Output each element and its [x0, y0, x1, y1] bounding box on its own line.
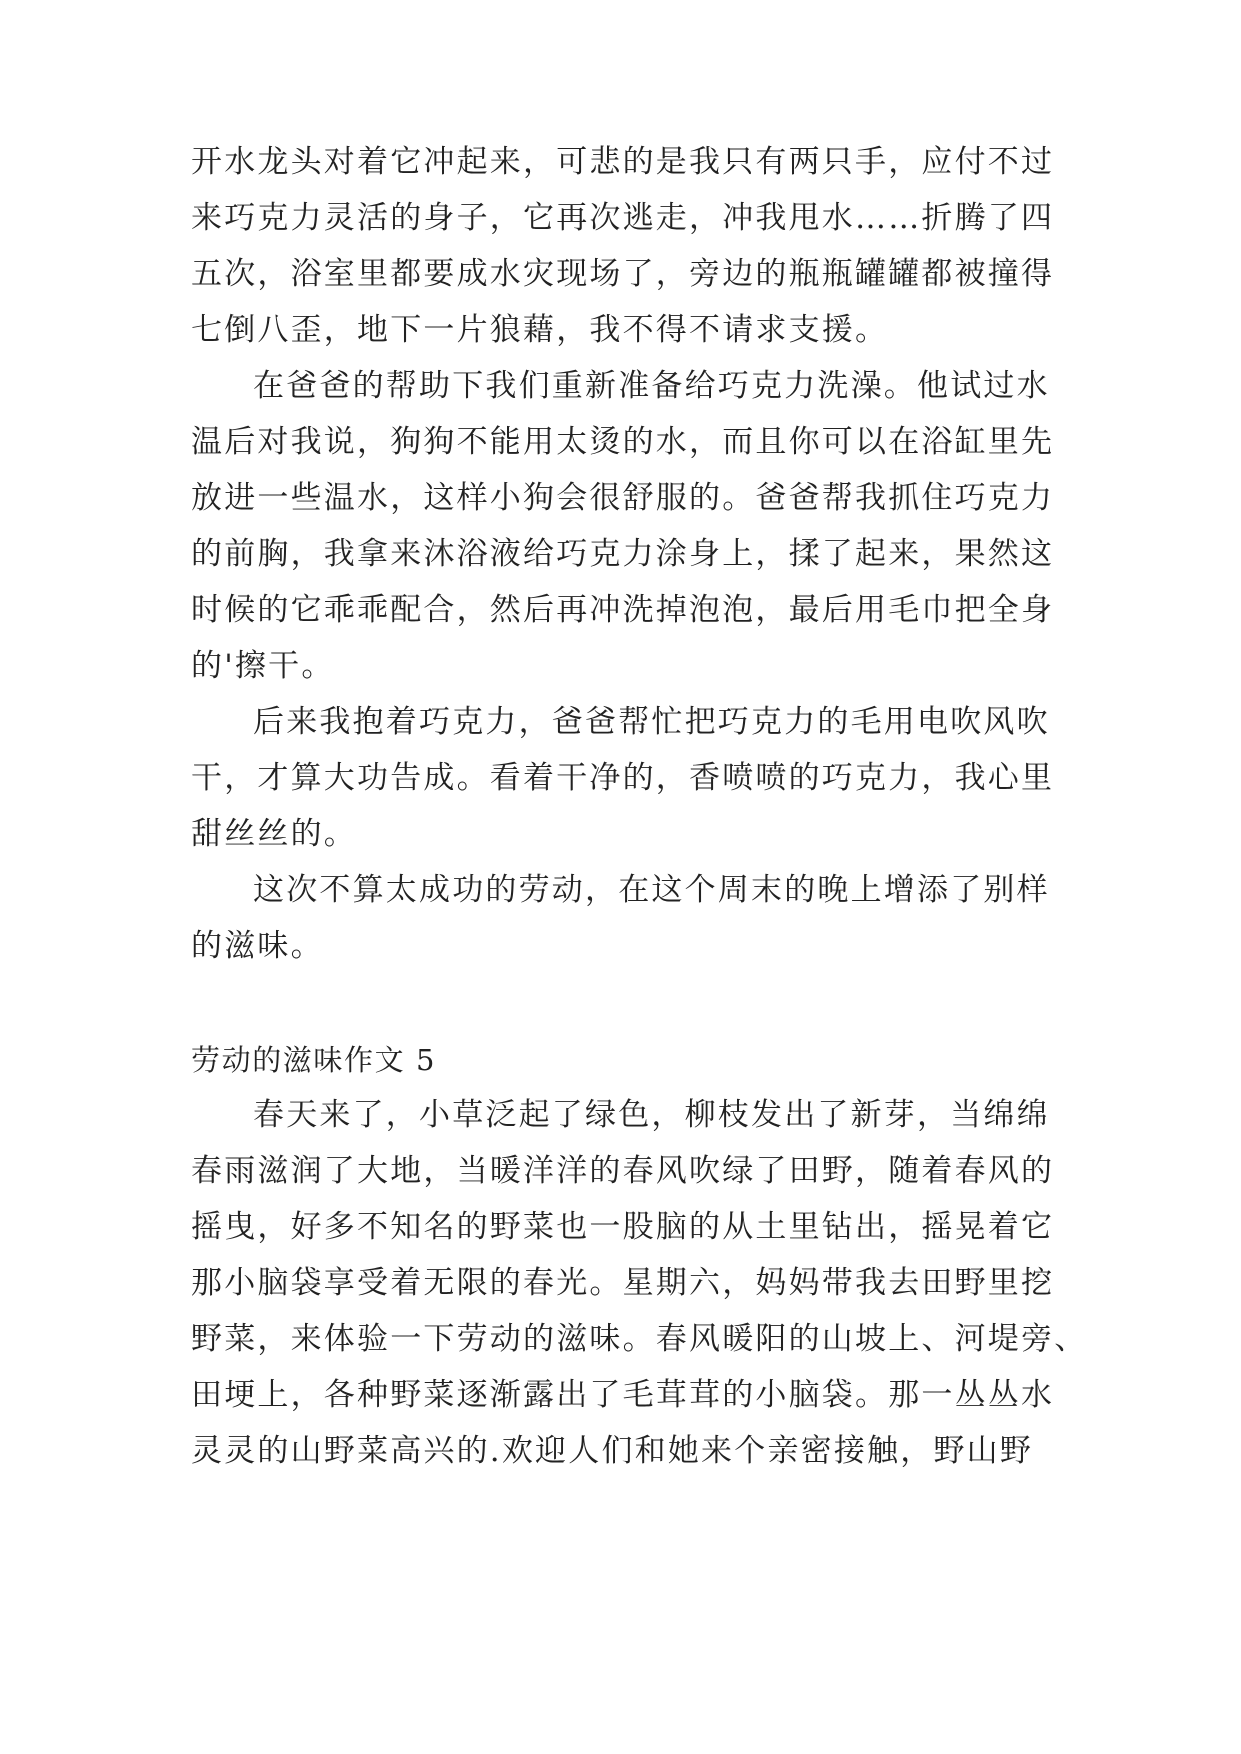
paragraph-5-line-5: 野菜，来体验一下劳动的滋味。春风暖阳的山坡上、河堤旁、 [191, 1321, 1088, 1357]
paragraph-2-line-3: 放进一些温水，这样小狗会很舒服的。爸爸帮我抓住巧克力 [191, 480, 1055, 516]
paragraph-3-line-3: 甜丝丝的。 [191, 816, 357, 852]
paragraph-2-line-6: 的'擦干。 [191, 648, 335, 684]
paragraph-4-line-1: 这次不算太成功的劳动，在这个周末的晚上增添了别样 [253, 872, 1050, 908]
paragraph-5-line-6: 田埂上，各种野菜逐渐露出了毛茸茸的小脑袋。那一丛丛水 [191, 1377, 1055, 1413]
paragraph-3-line-1: 后来我抱着巧克力，爸爸帮忙把巧克力的毛用电吹风吹 [253, 704, 1050, 740]
paragraph-2-line-4: 的前胸，我拿来沐浴液给巧克力涂身上，揉了起来，果然这 [191, 536, 1055, 572]
paragraph-5-line-7: 灵灵的山野菜高兴的.欢迎人们和她来个亲密接触，野山野 [191, 1433, 1034, 1469]
paragraph-1-line-1: 开水龙头对着它冲起来，可悲的是我只有两只手，应付不过 [191, 144, 1055, 180]
paragraph-1-line-2: 来巧克力灵活的身子，它再次逃走，冲我甩水……折腾了四 [191, 200, 1055, 236]
paragraph-5-line-2: 春雨滋润了大地，当暖洋洋的春风吹绿了田野，随着春风的 [191, 1153, 1055, 1189]
paragraph-2-line-1: 在爸爸的帮助下我们重新准备给巧克力洗澡。他试过水 [253, 368, 1050, 404]
paragraph-1-line-4: 七倒八歪，地下一片狼藉，我不得不请求支援。 [191, 312, 889, 348]
paragraph-4-line-2: 的滋味。 [191, 928, 324, 964]
paragraph-2-line-5: 时候的它乖乖配合，然后再冲洗掉泡泡，最后用毛巾把全身 [191, 592, 1055, 628]
paragraph-3-line-2: 干，才算大功告成。看着干净的，香喷喷的巧克力，我心里 [191, 760, 1055, 796]
section-heading: 劳动的滋味作文 5 [191, 1043, 437, 1077]
paragraph-2-line-2: 温后对我说，狗狗不能用太烫的水，而且你可以在浴缸里先 [191, 424, 1055, 460]
paragraph-5-line-1: 春天来了，小草泛起了绿色，柳枝发出了新芽，当绵绵 [253, 1097, 1050, 1133]
paragraph-5-line-3: 摇曳，好多不知名的野菜也一股脑的从土里钻出，摇晃着它 [191, 1209, 1055, 1245]
paragraph-5-line-4: 那小脑袋享受着无限的春光。星期六，妈妈带我去田野里挖 [191, 1265, 1055, 1301]
paragraph-1-line-3: 五次，浴室里都要成水灾现场了，旁边的瓶瓶罐罐都被撞得 [191, 256, 1055, 292]
